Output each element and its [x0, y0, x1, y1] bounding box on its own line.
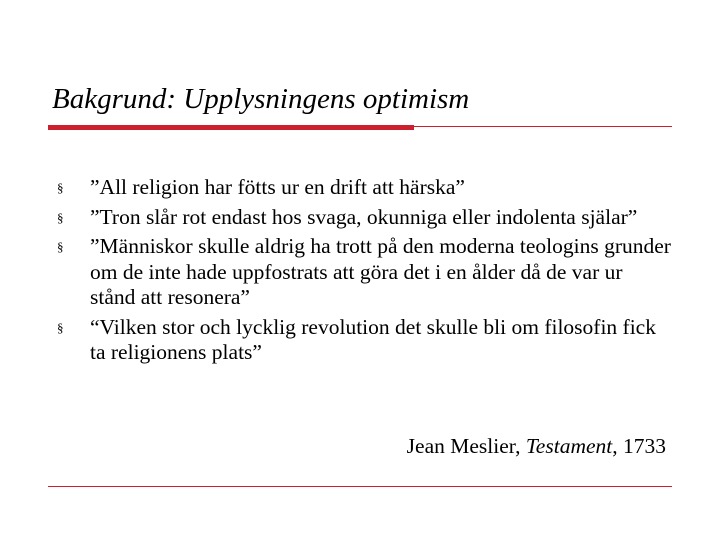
bullet-text: ”All religion har fötts ur en drift att härska”	[90, 175, 465, 199]
citation-author: Jean Meslier,	[406, 434, 521, 458]
citation	[407, 433, 666, 459]
bullet-text: ”Tron slår rot endast hos svaga, okunniga eller indolenta själar”	[90, 204, 638, 229]
citation-work: Testament	[525, 434, 613, 458]
bullet-marker-icon: §	[57, 239, 64, 254]
title-divider-line	[414, 126, 672, 127]
bullet-item	[52, 315, 672, 366]
bullet-item	[52, 205, 672, 231]
bullet-marker-icon: §	[57, 209, 64, 225]
footer-divider-line	[48, 486, 672, 487]
bullet-text: “Vilken stor och lycklig revolution det skulle bli om filosofin fick ta religionens plats”	[90, 314, 656, 364]
bullet-text: ”Människor skulle aldrig ha trott på den moderna teologins grunder om de inte hade uppfostrats att göra det i en ålder då de var ur stånd att resonera”	[90, 234, 671, 309]
bullet-list	[52, 175, 672, 370]
slide-title: Bakgrund: Upplysningens optimism	[52, 83, 470, 115]
bullet-marker-icon: §	[57, 319, 64, 335]
bullet-item	[52, 175, 672, 201]
bullet-item	[52, 234, 672, 311]
bullet-marker-icon: §	[57, 180, 64, 195]
citation-year: , 1733	[612, 434, 666, 458]
title-accent-rule	[48, 125, 414, 130]
